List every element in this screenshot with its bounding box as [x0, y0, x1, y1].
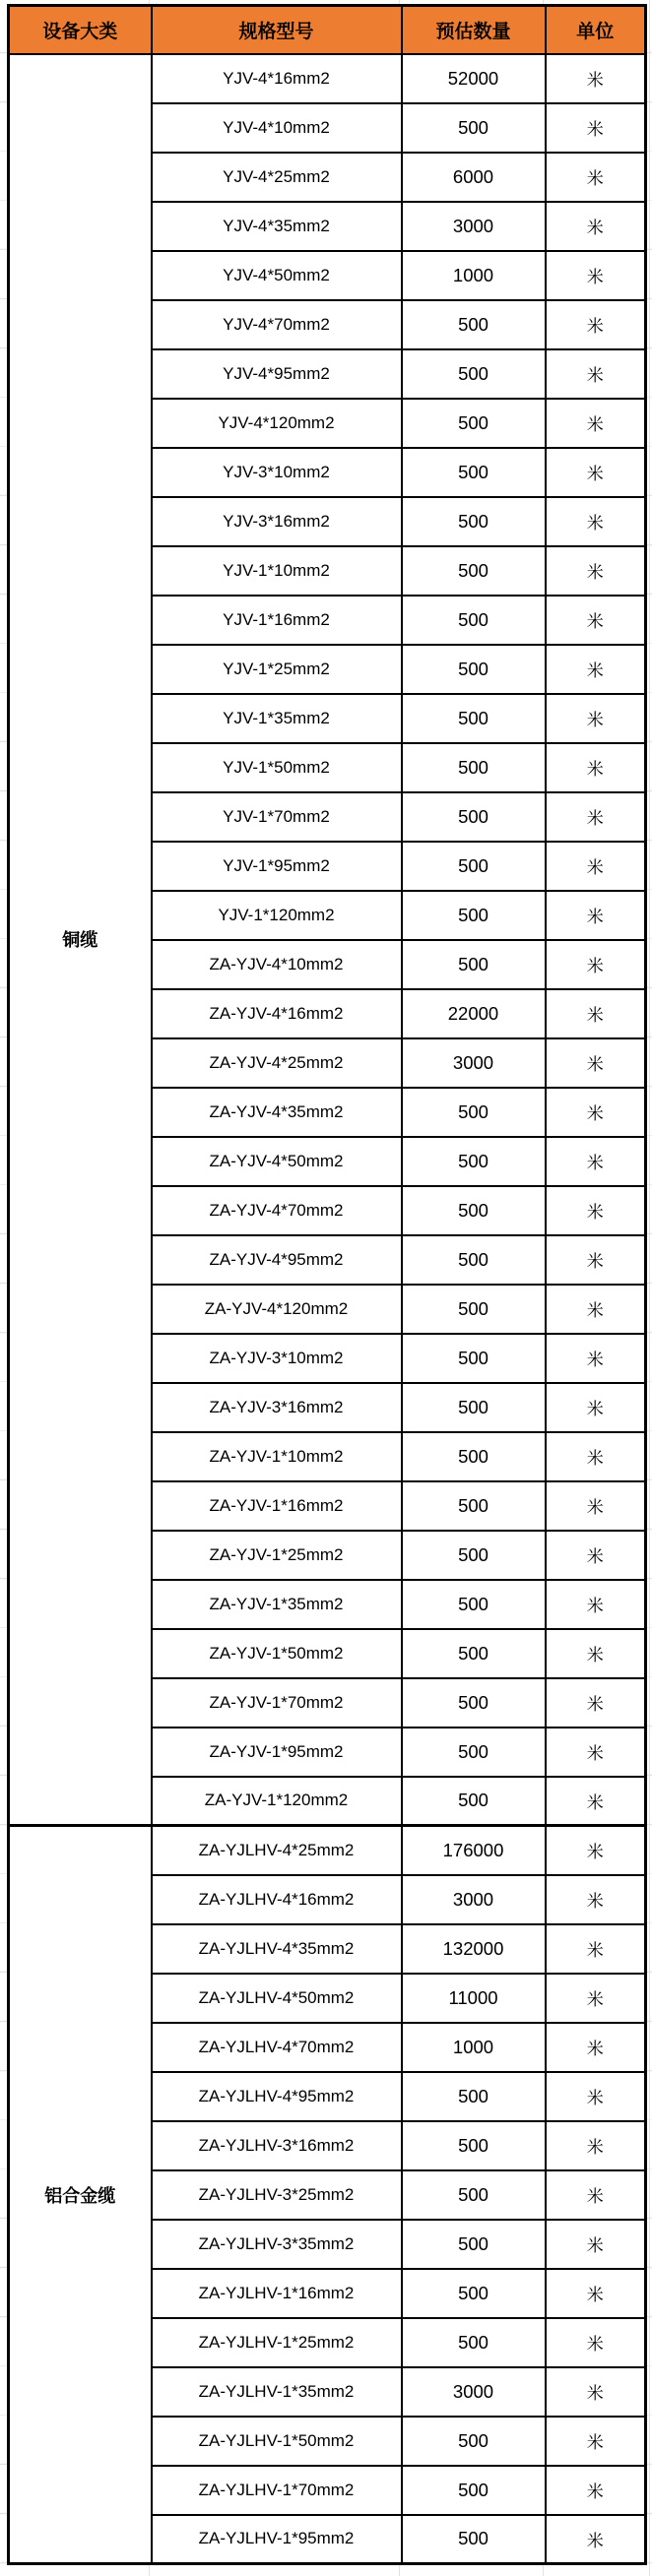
unit-cell[interactable]: 米: [546, 1038, 646, 1088]
unit-cell[interactable]: 米: [546, 2121, 646, 2170]
spec-cell[interactable]: ZA-YJLHV-1*70mm2: [152, 2466, 402, 2515]
qty-cell[interactable]: 500: [402, 1531, 546, 1580]
unit-cell[interactable]: 米: [546, 2515, 646, 2564]
unit-cell[interactable]: 米: [546, 2023, 646, 2072]
spec-cell[interactable]: ZA-YJV-1*95mm2: [152, 1728, 402, 1777]
spec-cell[interactable]: ZA-YJLHV-1*35mm2: [152, 2367, 402, 2417]
spec-cell[interactable]: ZA-YJV-4*70mm2: [152, 1186, 402, 1235]
unit-cell[interactable]: 米: [546, 399, 646, 448]
spec-cell[interactable]: ZA-YJV-3*16mm2: [152, 1383, 402, 1432]
spec-cell[interactable]: ZA-YJV-3*10mm2: [152, 1334, 402, 1383]
qty-cell[interactable]: 500: [402, 1334, 546, 1383]
unit-cell[interactable]: 米: [546, 645, 646, 694]
unit-cell[interactable]: 米: [546, 1875, 646, 1924]
unit-cell[interactable]: 米: [546, 448, 646, 497]
qty-cell[interactable]: 500: [402, 743, 546, 792]
header-cell-unit[interactable]: 单位: [546, 6, 646, 54]
spec-cell[interactable]: ZA-YJV-1*35mm2: [152, 1580, 402, 1629]
qty-cell[interactable]: 500: [402, 1383, 546, 1432]
unit-cell[interactable]: 米: [546, 1974, 646, 2023]
spec-cell[interactable]: YJV-4*35mm2: [152, 202, 402, 251]
qty-cell[interactable]: 500: [402, 2417, 546, 2466]
spec-cell[interactable]: ZA-YJV-4*10mm2: [152, 940, 402, 989]
table-header: [9, 6, 646, 54]
qty-cell[interactable]: 500: [402, 300, 546, 349]
qty-cell[interactable]: 176000: [402, 1826, 546, 1875]
unit-cell[interactable]: 米: [546, 1383, 646, 1432]
qty-cell[interactable]: 500: [402, 1088, 546, 1137]
qty-cell[interactable]: 500: [402, 1777, 546, 1826]
spec-cell[interactable]: ZA-YJV-4*25mm2: [152, 1038, 402, 1088]
unit-cell[interactable]: 米: [546, 842, 646, 891]
spec-cell[interactable]: ZA-YJV-4*95mm2: [152, 1235, 402, 1285]
unit-cell[interactable]: 米: [546, 1678, 646, 1728]
category-cell[interactable]: 铜缆: [9, 54, 152, 1826]
spec-cell[interactable]: ZA-YJV-4*16mm2: [152, 989, 402, 1038]
unit-cell[interactable]: 米: [546, 1334, 646, 1383]
qty-cell[interactable]: 500: [402, 891, 546, 940]
spec-cell[interactable]: ZA-YJLHV-3*16mm2: [152, 2121, 402, 2170]
spec-cell[interactable]: ZA-YJLHV-4*16mm2: [152, 1875, 402, 1924]
qty-cell[interactable]: 500: [402, 2072, 546, 2121]
spec-cell[interactable]: YJV-3*10mm2: [152, 448, 402, 497]
qty-cell[interactable]: 500: [402, 1678, 546, 1728]
spec-cell[interactable]: ZA-YJV-1*10mm2: [152, 1432, 402, 1481]
qty-cell[interactable]: 500: [402, 546, 546, 596]
table-row: [9, 54, 646, 103]
spec-cell[interactable]: ZA-YJV-4*35mm2: [152, 1088, 402, 1137]
qty-cell[interactable]: 500: [402, 2220, 546, 2269]
unit-cell[interactable]: 米: [546, 2072, 646, 2121]
spec-cell[interactable]: ZA-YJLHV-1*95mm2: [152, 2515, 402, 2564]
qty-cell[interactable]: 500: [402, 2515, 546, 2564]
unit-cell[interactable]: 米: [546, 54, 646, 103]
qty-cell[interactable]: 500: [402, 2170, 546, 2220]
qty-cell[interactable]: 500: [402, 940, 546, 989]
unit-cell[interactable]: 米: [546, 792, 646, 842]
spec-cell[interactable]: ZA-YJV-4*50mm2: [152, 1137, 402, 1186]
unit-cell[interactable]: 米: [546, 1580, 646, 1629]
qty-cell[interactable]: 3000: [402, 1875, 546, 1924]
spec-cell[interactable]: YJV-1*16mm2: [152, 596, 402, 645]
header-row: [9, 6, 646, 54]
unit-cell[interactable]: 米: [546, 743, 646, 792]
unit-cell[interactable]: 米: [546, 596, 646, 645]
qty-cell[interactable]: 500: [402, 1629, 546, 1678]
spec-cell[interactable]: YJV-4*16mm2: [152, 54, 402, 103]
unit-cell[interactable]: 米: [546, 1777, 646, 1826]
header-cell-qty[interactable]: 预估数量: [402, 6, 546, 54]
spec-cell[interactable]: YJV-1*70mm2: [152, 792, 402, 842]
spec-cell[interactable]: ZA-YJLHV-4*25mm2: [152, 1826, 402, 1875]
spec-cell[interactable]: ZA-YJLHV-4*35mm2: [152, 1924, 402, 1974]
unit-cell[interactable]: 米: [546, 2466, 646, 2515]
unit-cell[interactable]: 米: [546, 1235, 646, 1285]
unit-cell[interactable]: 米: [546, 103, 646, 153]
qty-cell[interactable]: 500: [402, 792, 546, 842]
unit-cell[interactable]: 米: [546, 2170, 646, 2220]
qty-cell[interactable]: 500: [402, 1186, 546, 1235]
unit-cell[interactable]: 米: [546, 1285, 646, 1334]
qty-cell[interactable]: 11000: [402, 1974, 546, 2023]
table-body: [9, 54, 646, 2564]
qty-cell[interactable]: 500: [402, 1580, 546, 1629]
qty-cell[interactable]: 1000: [402, 251, 546, 300]
unit-cell[interactable]: 米: [546, 2220, 646, 2269]
unit-cell[interactable]: 米: [546, 989, 646, 1038]
unit-cell[interactable]: 米: [546, 1629, 646, 1678]
unit-cell[interactable]: 米: [546, 1186, 646, 1235]
qty-cell[interactable]: 52000: [402, 54, 546, 103]
spec-cell[interactable]: ZA-YJV-1*70mm2: [152, 1678, 402, 1728]
qty-cell[interactable]: 500: [402, 2466, 546, 2515]
qty-cell[interactable]: 500: [402, 448, 546, 497]
unit-cell[interactable]: 米: [546, 153, 646, 202]
spec-cell[interactable]: YJV-4*120mm2: [152, 399, 402, 448]
spec-cell[interactable]: YJV-4*25mm2: [152, 153, 402, 202]
spec-cell[interactable]: ZA-YJV-1*25mm2: [152, 1531, 402, 1580]
unit-cell[interactable]: 米: [546, 891, 646, 940]
qty-cell[interactable]: 500: [402, 694, 546, 743]
unit-cell[interactable]: 米: [546, 2367, 646, 2417]
spec-cell[interactable]: ZA-YJLHV-4*95mm2: [152, 2072, 402, 2121]
qty-cell[interactable]: 500: [402, 1432, 546, 1481]
spec-cell[interactable]: ZA-YJLHV-1*25mm2: [152, 2318, 402, 2367]
qty-cell[interactable]: 1000: [402, 2023, 546, 2072]
qty-cell[interactable]: 500: [402, 2269, 546, 2318]
spec-cell[interactable]: ZA-YJLHV-3*35mm2: [152, 2220, 402, 2269]
spec-cell[interactable]: ZA-YJLHV-1*50mm2: [152, 2417, 402, 2466]
header-cell-category[interactable]: 设备大类: [9, 6, 152, 54]
qty-cell[interactable]: 500: [402, 596, 546, 645]
unit-cell[interactable]: 米: [546, 2318, 646, 2367]
spec-cell[interactable]: YJV-4*50mm2: [152, 251, 402, 300]
qty-cell[interactable]: 500: [402, 349, 546, 399]
spec-cell[interactable]: ZA-YJLHV-4*50mm2: [152, 1974, 402, 2023]
spec-cell[interactable]: YJV-1*35mm2: [152, 694, 402, 743]
qty-cell[interactable]: 500: [402, 1285, 546, 1334]
category-cell[interactable]: 铝合金缆: [9, 1826, 152, 2564]
qty-cell[interactable]: 500: [402, 1235, 546, 1285]
qty-cell[interactable]: 3000: [402, 202, 546, 251]
qty-cell[interactable]: 500: [402, 399, 546, 448]
qty-cell[interactable]: 3000: [402, 1038, 546, 1088]
table-row: [9, 1826, 646, 1875]
spec-cell[interactable]: YJV-1*120mm2: [152, 891, 402, 940]
cable-spec-table: [7, 4, 647, 2565]
spec-cell[interactable]: YJV-4*70mm2: [152, 300, 402, 349]
unit-cell[interactable]: 米: [546, 1826, 646, 1875]
qty-cell[interactable]: 132000: [402, 1924, 546, 1974]
spec-cell[interactable]: YJV-1*25mm2: [152, 645, 402, 694]
qty-cell[interactable]: 500: [402, 842, 546, 891]
qty-cell[interactable]: 500: [402, 1481, 546, 1531]
unit-cell[interactable]: 米: [546, 1137, 646, 1186]
unit-cell[interactable]: 米: [546, 694, 646, 743]
spec-cell[interactable]: ZA-YJV-1*50mm2: [152, 1629, 402, 1678]
qty-cell[interactable]: 500: [402, 1728, 546, 1777]
qty-cell[interactable]: 500: [402, 2121, 546, 2170]
unit-cell[interactable]: 米: [546, 251, 646, 300]
qty-cell[interactable]: 6000: [402, 153, 546, 202]
spec-cell[interactable]: YJV-1*95mm2: [152, 842, 402, 891]
unit-cell[interactable]: 米: [546, 1728, 646, 1777]
spec-cell[interactable]: ZA-YJV-1*120mm2: [152, 1777, 402, 1826]
qty-cell[interactable]: 3000: [402, 2367, 546, 2417]
unit-cell[interactable]: 米: [546, 2417, 646, 2466]
unit-cell[interactable]: 米: [546, 497, 646, 546]
unit-cell[interactable]: 米: [546, 546, 646, 596]
spec-cell[interactable]: YJV-3*16mm2: [152, 497, 402, 546]
unit-cell[interactable]: 米: [546, 1924, 646, 1974]
qty-cell[interactable]: 500: [402, 497, 546, 546]
unit-cell[interactable]: 米: [546, 202, 646, 251]
unit-cell[interactable]: 米: [546, 1088, 646, 1137]
unit-cell[interactable]: 米: [546, 1481, 646, 1531]
spec-cell[interactable]: ZA-YJLHV-1*16mm2: [152, 2269, 402, 2318]
unit-cell[interactable]: 米: [546, 2269, 646, 2318]
spec-cell[interactable]: YJV-4*10mm2: [152, 103, 402, 153]
unit-cell[interactable]: 米: [546, 349, 646, 399]
unit-cell[interactable]: 米: [546, 1432, 646, 1481]
qty-cell[interactable]: 500: [402, 103, 546, 153]
unit-cell[interactable]: 米: [546, 940, 646, 989]
spec-cell[interactable]: ZA-YJLHV-4*70mm2: [152, 2023, 402, 2072]
spec-cell[interactable]: ZA-YJLHV-3*25mm2: [152, 2170, 402, 2220]
unit-cell[interactable]: 米: [546, 300, 646, 349]
qty-cell[interactable]: 22000: [402, 989, 546, 1038]
qty-cell[interactable]: 500: [402, 1137, 546, 1186]
unit-cell[interactable]: 米: [546, 1531, 646, 1580]
spec-cell[interactable]: YJV-4*95mm2: [152, 349, 402, 399]
spec-cell[interactable]: ZA-YJV-1*16mm2: [152, 1481, 402, 1531]
qty-cell[interactable]: 500: [402, 2318, 546, 2367]
spec-cell[interactable]: YJV-1*10mm2: [152, 546, 402, 596]
qty-cell[interactable]: 500: [402, 645, 546, 694]
spec-cell[interactable]: ZA-YJV-4*120mm2: [152, 1285, 402, 1334]
spec-cell[interactable]: YJV-1*50mm2: [152, 743, 402, 792]
header-cell-spec[interactable]: 规格型号: [152, 6, 402, 54]
